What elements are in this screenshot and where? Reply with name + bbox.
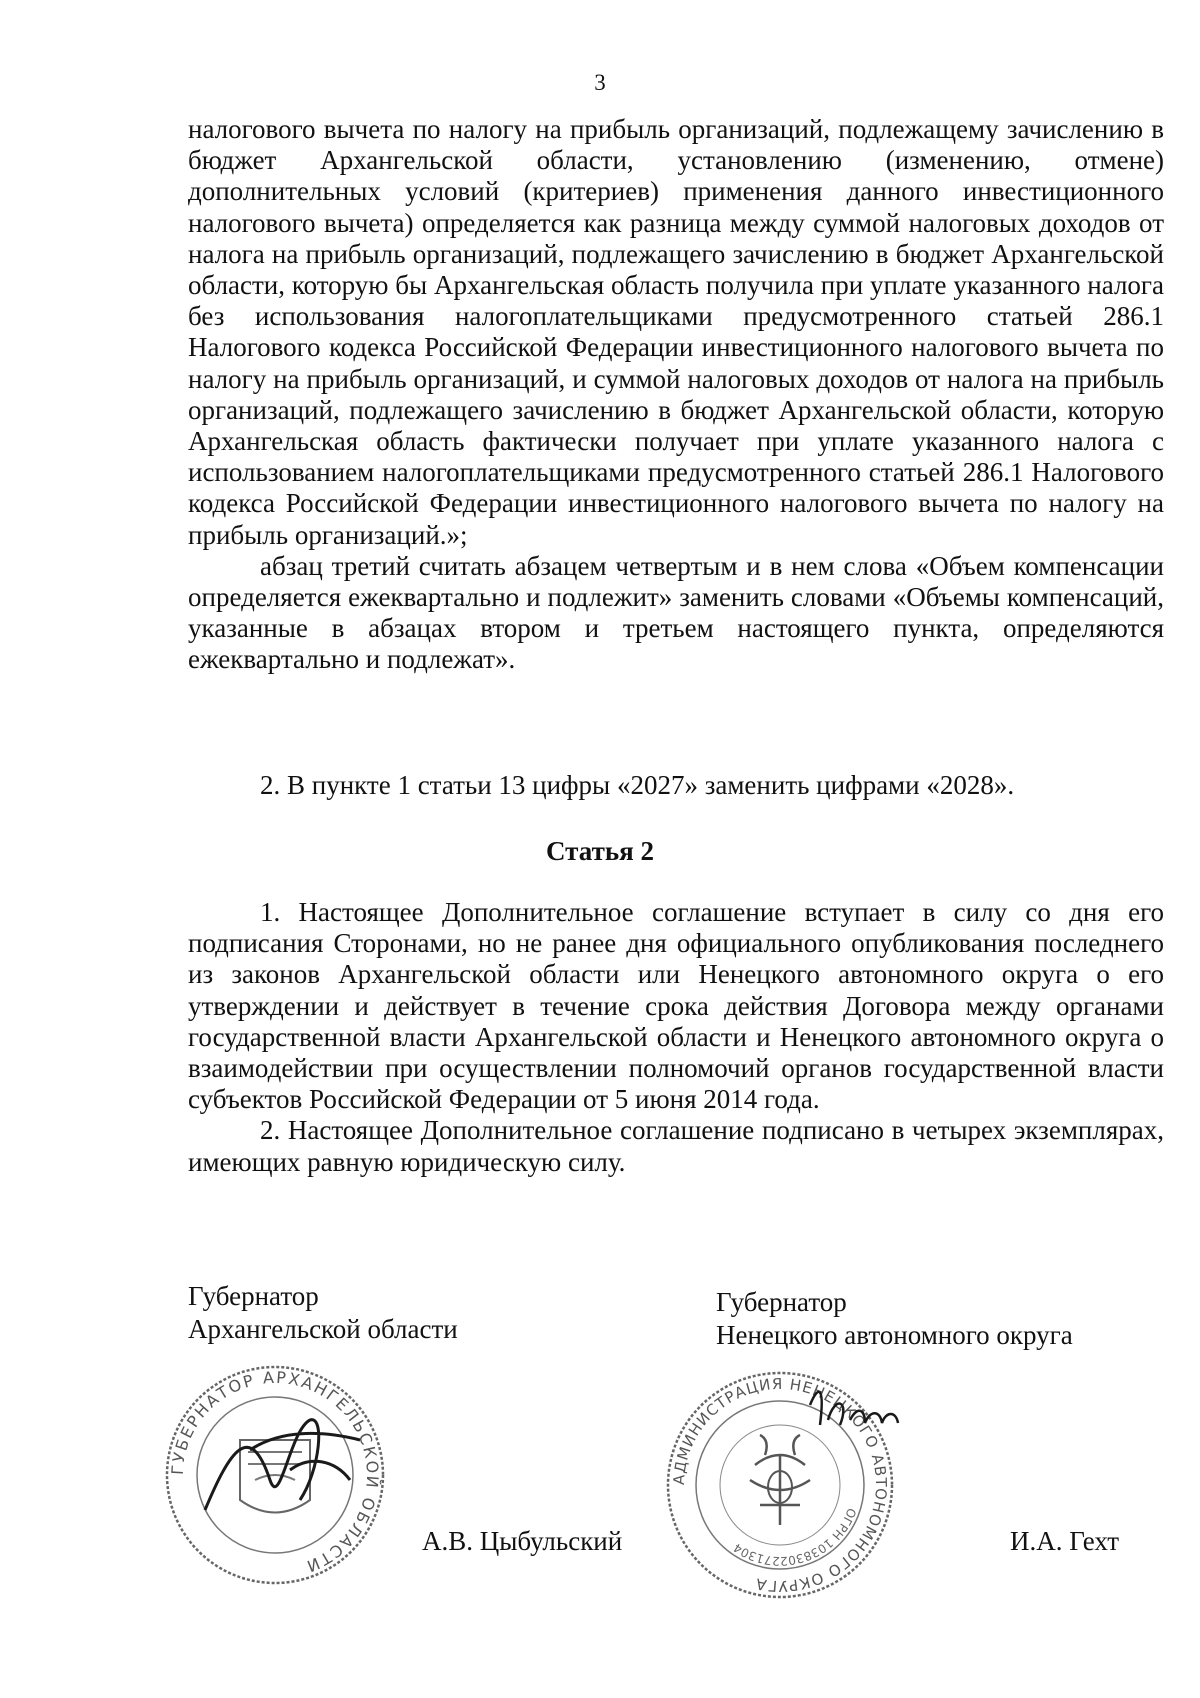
article-heading: Статья 2	[546, 836, 654, 866]
right-seal	[660, 1365, 900, 1605]
right-seal-text: АДМИНИСТРАЦИЯ НЕНЕЦКОГО АВТОНОМНОГО ОКРУГА	[669, 1374, 891, 1596]
left-seal-text: ГУБЕРНАТОР АРХАНГЕЛЬСКОЙ ОБЛАСТИ	[167, 1367, 383, 1577]
svg-text:ГУБЕРНАТОР АРХАНГЕЛЬСКОЙ ОБЛАС	[168, 1368, 382, 1577]
left-seal	[160, 1360, 390, 1590]
body-text	[188, 114, 1164, 676]
right-signatory-name: И.А. Гехт	[1010, 1526, 1120, 1556]
left-title-line-2: Архангельской области	[188, 1314, 458, 1344]
article-2-item-1: 1. Настоящее Дополнительное соглашение вступает в силу со дня его подписания Сторонами, но не ранее дня официального опубликования последнего из законов Архангельской области или Ненецкого автономного округа о его утверждении и действует в течение срока действия Договора между органами государственной власти Архангельской области и Ненецкого автономного округа о взаимодействии при осуществлении полномочий органов государственной власти субъектов Российской Федерации от 5 июня 2014 года.	[188, 897, 1164, 1115]
left-signatory-name: А.В. Цыбульский	[422, 1526, 623, 1556]
right-title-line-1: Губернатор	[716, 1287, 847, 1317]
left-signatory-title	[188, 1280, 458, 1346]
right-signatory-title	[716, 1286, 1073, 1352]
left-title-line-1: Губернатор	[188, 1281, 319, 1311]
article-2-item-2: 2. Настоящее Дополнительное соглашение подписано в четырех экземплярах, имеющих равную юридическую силу.	[188, 1115, 1164, 1177]
paragraph-item-2: 2. В пункте 1 статьи 13 цифры «2027» заменить цифрами «2028».	[260, 770, 1015, 800]
page-number: 3	[594, 70, 606, 95]
paragraph-continuation: налогового вычета по налогу на прибыль организаций, подлежащему зачислению в бюджет Архангельской области, установлению (изменению, отмене) дополнительных условий (критериев) применения данного инвестиционного налогового вычета) определяется как разница между суммой налоговых доходов от налога на прибыль организаций, подлежащего зачислению в бюджет Архангельской области, которую бы Архангельская область получила при уплате указанного налога без использования налогоплательщиками предусмотренного статьей 286.1 Налогового кодекса Российской Федерации инвестиционного налогового вычета по налогу на прибыль организаций, и суммой налоговых доходов от налога на прибыль организаций, подлежащего зачислению в бюджет Архангельской области, которую Архангельская область фактически получает при уплате указанного налога с использованием налогоплательщиками предусмотренного статьей 286.1 Налогового кодекса Российской Федерации инвестиционного налогового вычета по налогу на прибыль организаций.»;	[188, 114, 1164, 550]
article-2-text	[188, 897, 1164, 1178]
emblem-icon	[240, 1440, 310, 1513]
paragraph-item-2-block	[188, 770, 1164, 801]
right-seal-ogrn: ОГРН 1038302271304	[730, 1506, 859, 1569]
double-headed-eagle-icon	[750, 1435, 810, 1525]
right-title-line-2: Ненецкого автономного округа	[716, 1320, 1073, 1350]
paragraph-amendment: абзац третий считать абзацем четвертым и в нем слова «Объем компенсации определяется ежеквартально и подлежит» заменить словами «Объемы компенсаций, указанные в абзацах втором и третьем настоящего пункта, определяются ежеквартально и подлежат».	[188, 550, 1164, 675]
